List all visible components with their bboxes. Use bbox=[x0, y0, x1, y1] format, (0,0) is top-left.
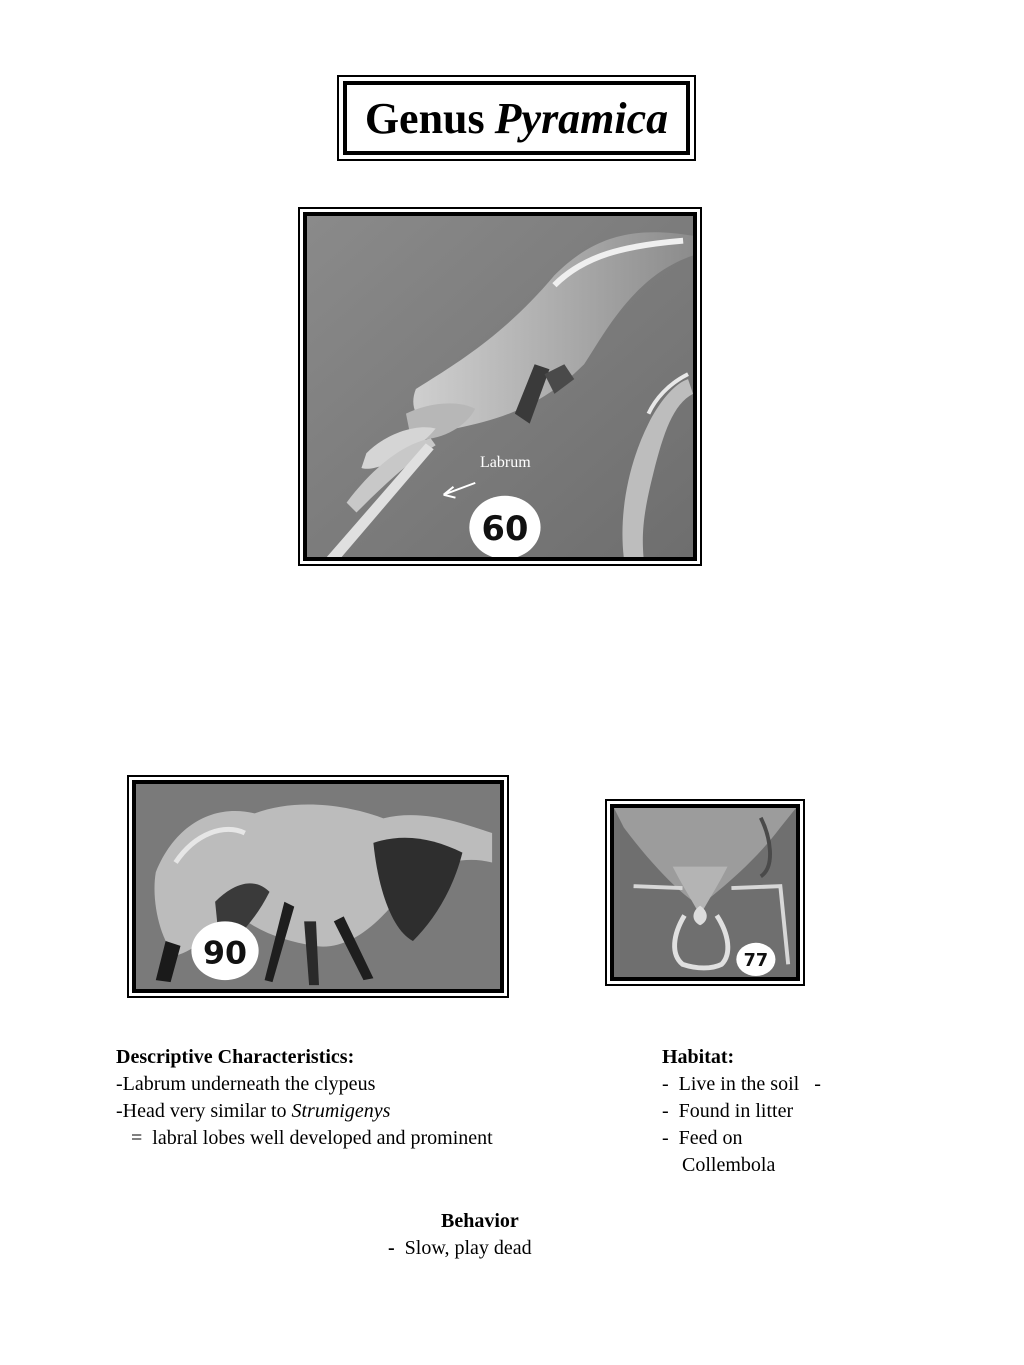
descriptive-characteristics bbox=[116, 1044, 493, 1152]
descriptive-line-2-genus: Strumigenys bbox=[291, 1100, 391, 1122]
descriptive-line-2-prefix: -Head very similar to bbox=[116, 1100, 292, 1122]
descriptive-heading: Descriptive Characteristics: bbox=[116, 1046, 355, 1068]
figure-60-frame bbox=[298, 207, 702, 566]
figure-60-photo bbox=[303, 212, 697, 561]
figure-77-frame bbox=[605, 799, 805, 986]
ant-head-profile-image bbox=[307, 216, 693, 557]
page-title bbox=[343, 81, 690, 155]
descriptive-line-1: -Labrum underneath the clypeus bbox=[116, 1073, 376, 1095]
ant-head-dorsal-image bbox=[614, 808, 796, 977]
habitat-line-3: - Feed on bbox=[662, 1127, 743, 1149]
behavior-heading: Behavior bbox=[441, 1210, 519, 1232]
figure-90-number: 90 bbox=[203, 935, 248, 972]
habitat-section bbox=[662, 1044, 821, 1179]
figure-60-number: 60 bbox=[481, 509, 529, 549]
habitat-line-2: - Found in litter bbox=[662, 1100, 794, 1122]
title-genus-name: Pyramica bbox=[494, 93, 669, 143]
ant-lateral-view-image bbox=[136, 784, 500, 989]
figure-90-frame bbox=[127, 775, 509, 998]
habitat-line-1: - Live in the soil - bbox=[662, 1073, 821, 1095]
habitat-line-4: Collembola bbox=[662, 1154, 776, 1176]
figure-90-photo bbox=[132, 780, 504, 993]
page-title-frame bbox=[337, 75, 696, 161]
behavior-text: Slow, play dead bbox=[394, 1237, 532, 1259]
figure-77-photo bbox=[610, 804, 800, 981]
habitat-heading: Habitat: bbox=[662, 1046, 735, 1068]
descriptive-line-2 bbox=[116, 1098, 493, 1125]
behavior-line bbox=[388, 1235, 608, 1262]
labrum-annotation: Labrum bbox=[480, 454, 531, 471]
figure-77-number: 77 bbox=[743, 951, 769, 972]
behavior-dash: - bbox=[388, 1237, 395, 1259]
behavior-section bbox=[388, 1208, 608, 1262]
title-genus-word: Genus bbox=[364, 93, 485, 143]
descriptive-line-3: = labral lobes well developed and prominent bbox=[116, 1127, 493, 1149]
